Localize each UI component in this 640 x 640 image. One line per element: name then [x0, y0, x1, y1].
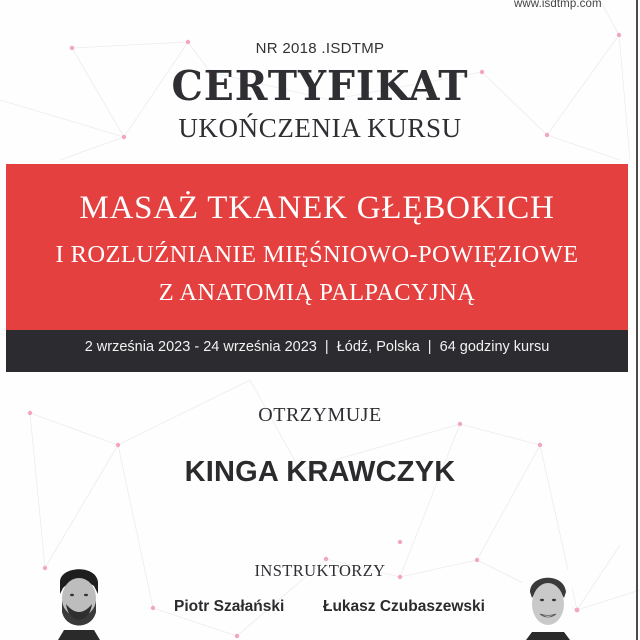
instructor-name-2: Łukasz Czubaszewski	[323, 598, 485, 615]
course-title-line-3: Z ANATOMIĄ PALPACYJNĄ	[158, 279, 476, 306]
course-details: 2 września 2023 - 24 września 2023 | Łódź, Polska | 64 godziny kursu	[84, 339, 550, 355]
course-banner	[6, 164, 628, 372]
course-title-line-2: I ROZLUŹNIANIE MIĘŚNIOWO-POWIĘZIOWE	[55, 241, 579, 268]
instructor-photo-1	[50, 560, 106, 640]
receives-label: OTRZYMUJE	[258, 404, 382, 426]
instructors-label: INSTRUKTORZY	[254, 561, 386, 580]
certificate-title: CERTYFIKAT	[171, 62, 469, 110]
instructor-name-1: Piotr Szałański	[174, 598, 285, 615]
recipient-name: KINGA KRAWCZYK	[184, 456, 456, 488]
course-title-line-1: MASAŻ TKANEK GŁĘBOKICH	[79, 190, 555, 226]
course-details-bar	[6, 330, 628, 372]
scan-edge-line	[636, 0, 638, 640]
instructor-photo-2	[522, 570, 572, 640]
website-url: www.isdtmp.com	[514, 0, 602, 10]
certificate-number: NR 2018 .ISDTMP	[255, 40, 385, 57]
course-title-panel	[6, 164, 628, 330]
certificate-subtitle: UKOŃCZENIA KURSU	[178, 113, 462, 143]
